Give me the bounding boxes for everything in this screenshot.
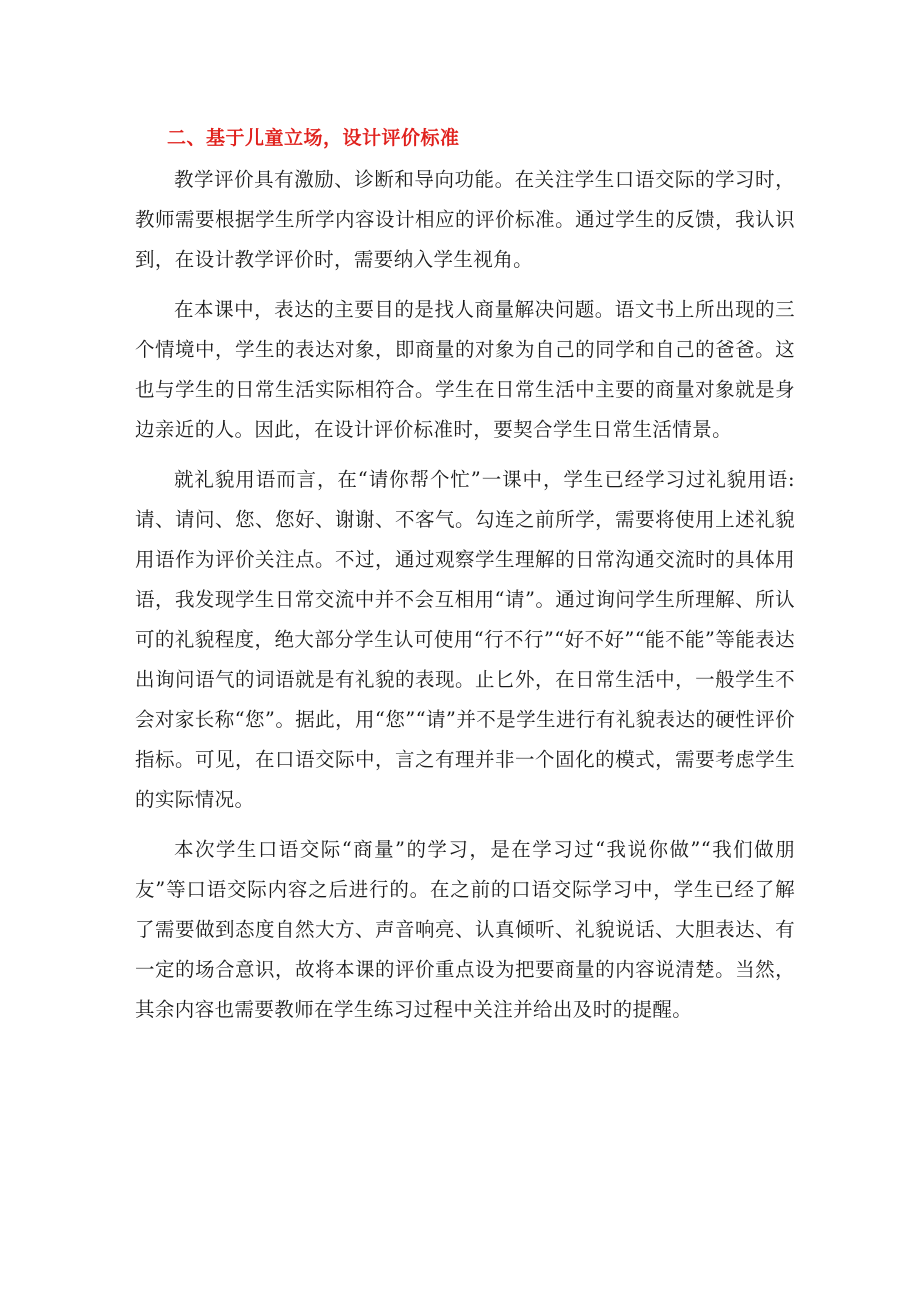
document-page bbox=[135, 118, 795, 1040]
paragraph-discussion-purpose: 在本课中，表达的主要目的是找人商量解决问题。语文书上所出现的三个情境中，学生的表达对象，即商量的对象为自己的同学和自己的爸爸。这也与学生的日常生活实际相符合。学生在日常生活中主要的商量对象就是身边亲近的人。因此，在设计评价标准时，要契合学生日常生活情景。 bbox=[135, 298, 795, 441]
paragraph-evaluation-function: 教学评价具有激励、诊断和导向功能。在关注学生口语交际的学习时，教师需要根据学生所学内容设计相应的评价标准。通过学生的反馈，我认识到，在设计教学评价时，需要纳入学生视角。 bbox=[135, 168, 795, 271]
paragraph-polite-language: 就礼貌用语而言，在“请你帮个忙”一课中，学生已经学习过礼貌用语:请、请问、您、您好、谢谢、不客气。勾连之前所学，需要将使用上述礼貌用语作为评价关注点。不过，通过观察学生理解的日常沟通交流时的具体用语，我发现学生日常交流中并不会互相用“请”。通过询问学生所理解、所认可的礼貌程度，绝大部分学生认可使用“行不行”“好不好”“能不能”等能表达出询问语气的词语就是有礼貌的表现。止匕外，在日常生活中，一般学生不会对家长称“您”。据此，用“您”“请”并不是学生进行有礼貌表达的硬性评价指标。可见，在口语交际中，言之有理并非一个固化的模式，需要考虑学生的实际情况。 bbox=[135, 468, 795, 811]
section-heading: 二、基于儿童立场，设计评价标准 bbox=[167, 127, 460, 149]
paragraph-evaluation-focus: 本次学生口语交际“商量”的学习，是在学习过“我说你做”“我们做朋友”等口语交际内容之后进行的。在之前的口语交际学习中，学生已经了解了需要做到态度自然大方、声音响亮、认真倾听、礼貌说话、大胆表达、有一定的场合意识，故将本课的评价重点设为把要商量的内容说清楚。当然，其余内容也需要教师在学生练习过程中关注并给出及时的提醒。 bbox=[135, 838, 795, 1021]
